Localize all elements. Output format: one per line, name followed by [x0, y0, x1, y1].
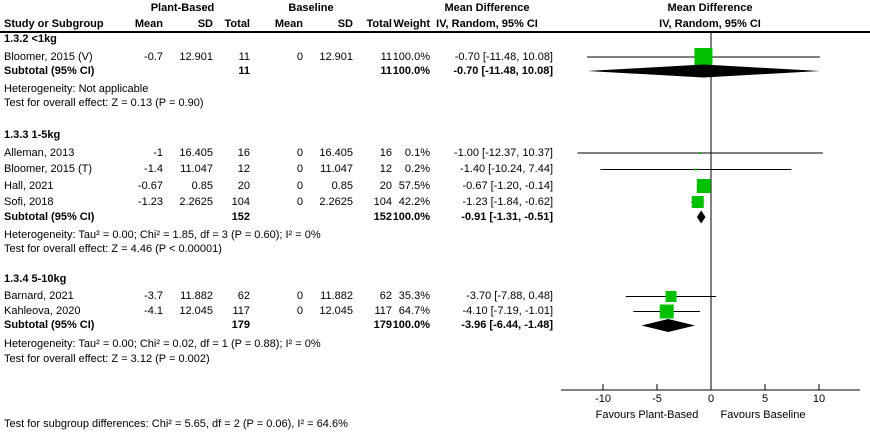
bl-sd: 12.901 — [319, 50, 353, 63]
bl-mean: 0 — [296, 305, 303, 317]
effect-estimate-square — [692, 196, 704, 208]
md-value: -3.70 [-7.88, 0.48] — [466, 290, 553, 302]
pb-mean: -0.67 — [137, 179, 163, 192]
subtotal-md-value: -0.91 [-1.31, -0.51] — [461, 210, 553, 223]
bl-mean: 0 — [296, 195, 303, 208]
x-axis-tick-label: -10 — [595, 392, 611, 405]
md-plot-header-line1: Mean Difference — [667, 2, 753, 14]
subtotal-weight: 100.0% — [392, 319, 430, 331]
pb-total: 11 — [238, 50, 250, 63]
md-value: -0.67 [-1.20, -0.14] — [462, 179, 553, 192]
heterogeneity-text: Heterogeneity: Not applicable — [4, 82, 149, 95]
col-header-pb-sd: SD — [197, 18, 213, 30]
favours-left-label: Favours Plant-Based — [595, 409, 699, 421]
subtotal-md-value: -0.70 [-11.48, 10.08] — [453, 64, 553, 77]
bl-total: 104 — [373, 195, 392, 208]
pb-sd: 2.2625 — [179, 195, 213, 208]
pb-sd: 11.882 — [180, 290, 213, 302]
effect-estimate-square — [699, 152, 701, 154]
subtotal-pb-total: 152 — [231, 210, 250, 223]
subtotal-weight: 100.0% — [392, 210, 430, 223]
bl-total: 20 — [379, 179, 392, 192]
pb-total: 62 — [237, 290, 250, 302]
bl-mean: 0 — [296, 290, 303, 302]
col-header-bl-sd: SD — [337, 18, 353, 30]
md-value: -1.00 [-12.37, 10.37] — [453, 146, 553, 159]
pb-total: 20 — [237, 179, 250, 192]
effect-estimate-square — [666, 291, 677, 302]
study-name: Alleman, 2013 — [4, 146, 75, 159]
bl-mean: 0 — [296, 163, 303, 175]
pb-sd: 16.405 — [179, 146, 213, 159]
md-value: -1.40 [-10.24, 7.44] — [460, 163, 553, 175]
x-axis-tick-label: 5 — [761, 392, 769, 405]
study-name: Hall, 2021 — [4, 179, 54, 192]
md-value: -4.10 [-7.19, -1.01] — [462, 305, 553, 317]
pb-sd: 12.901 — [179, 50, 213, 63]
weight: 100.0% — [392, 50, 430, 63]
study-name: Bloomer, 2015 (V) — [4, 50, 93, 63]
pb-sd: 12.045 — [179, 305, 213, 317]
subtotal-diamond — [641, 319, 695, 332]
subtotal-diamond — [697, 211, 706, 224]
study-name: Kahleova, 2020 — [4, 305, 81, 317]
subtotal-pb-total: 179 — [231, 319, 250, 331]
subgroup-heading: 1.3.2 <1kg — [4, 32, 57, 45]
subgroup-differences-text: Test for subgroup differences: Chi² = 5.65, df = 2 (P = 0.06), I² = 64.6% — [4, 418, 348, 430]
weight: 0.1% — [404, 146, 430, 159]
col-header-study: Study or Subgroup — [4, 18, 104, 30]
pb-mean: -1 — [153, 146, 163, 159]
subgroup-heading: 1.3.3 1-5kg — [4, 128, 61, 141]
subtotal-label: Subtotal (95% CI) — [4, 210, 95, 223]
effect-estimate-square — [697, 179, 711, 193]
weight: 0.2% — [404, 163, 430, 175]
bl-mean: 0 — [296, 179, 303, 192]
overall-effect-text: Test for overall effect: Z = 0.13 (P = 0.90) — [4, 96, 204, 109]
study-name: Bloomer, 2015 (T) — [4, 163, 93, 175]
bl-total: 62 — [379, 290, 392, 302]
col-header-pb-total: Total — [224, 18, 250, 30]
bl-total: 117 — [374, 305, 392, 317]
subtotal-bl-total: 152 — [373, 210, 392, 223]
x-axis-tick-label: 10 — [812, 392, 826, 405]
col-header-weight: Weight — [393, 18, 430, 30]
md-value: -1.23 [-1.84, -0.62] — [462, 195, 553, 208]
md-column-header-line2: IV, Random, 95% CI — [436, 18, 538, 30]
x-axis-tick-label: 0 — [707, 392, 715, 405]
pb-mean: -1.23 — [137, 195, 163, 208]
weight: 57.5% — [398, 179, 430, 192]
pb-mean: -3.7 — [144, 290, 163, 302]
subgroup-heading: 1.3.4 5-10kg — [4, 272, 67, 285]
group-header-baseline: Baseline — [288, 2, 334, 14]
pb-total: 117 — [232, 305, 250, 317]
bl-sd: 11.882 — [320, 290, 353, 302]
bl-mean: 0 — [296, 50, 303, 63]
pb-sd: 11.047 — [180, 163, 213, 175]
favours-right-label: Favours Baseline — [720, 409, 806, 421]
md-value: -0.70 [-11.48, 10.08] — [454, 50, 553, 63]
md-plot-header-line2: IV, Random, 95% CI — [659, 18, 761, 30]
col-header-bl-total: Total — [366, 18, 392, 30]
pb-mean: -4.1 — [144, 305, 163, 317]
subtotal-label: Subtotal (95% CI) — [4, 64, 95, 77]
overall-effect-text: Test for overall effect: Z = 4.46 (P < 0.00001) — [4, 243, 222, 255]
group-header-plant-based: Plant-Based — [150, 2, 215, 14]
study-name: Barnard, 2021 — [4, 290, 74, 302]
weight: 35.3% — [398, 290, 430, 302]
subtotal-weight: 100.0% — [392, 64, 430, 77]
pb-total: 16 — [237, 146, 250, 159]
bl-total: 12 — [379, 163, 392, 175]
subtotal-md-value: -3.96 [-6.44, -1.48] — [461, 319, 553, 331]
effect-estimate-square — [694, 48, 712, 66]
pb-mean: -0.7 — [144, 50, 163, 63]
effect-estimate-square — [695, 169, 697, 171]
bl-sd: 2.2625 — [319, 195, 353, 208]
bl-mean: 0 — [296, 146, 303, 159]
col-header-pb-mean: Mean — [134, 18, 163, 30]
subtotal-pb-total: 11 — [238, 64, 250, 77]
study-name: Sofi, 2018 — [4, 195, 54, 208]
weight: 64.7% — [398, 305, 430, 317]
col-header-bl-mean: Mean — [274, 18, 303, 30]
x-axis-tick-label: -5 — [652, 392, 662, 405]
heterogeneity-text: Heterogeneity: Tau² = 0.00; Chi² = 1.85, df = 3 (P = 0.60); I² = 0% — [4, 229, 321, 241]
pb-mean: -1.4 — [144, 163, 163, 175]
bl-sd: 16.405 — [319, 146, 353, 159]
bl-total: 16 — [379, 146, 392, 159]
bl-total: 11 — [380, 50, 392, 63]
bl-sd: 11.047 — [320, 163, 353, 175]
effect-estimate-square — [660, 305, 674, 319]
weight: 42.2% — [398, 195, 430, 208]
pb-total: 104 — [231, 195, 250, 208]
overall-effect-text: Test for overall effect: Z = 3.12 (P = 0.002) — [4, 352, 210, 365]
subtotal-bl-total: 11 — [380, 64, 392, 77]
heterogeneity-text: Heterogeneity: Tau² = 0.00; Chi² = 0.02, df = 1 (P = 0.88); I² = 0% — [4, 338, 321, 350]
subtotal-label: Subtotal (95% CI) — [4, 319, 95, 331]
bl-sd: 0.85 — [331, 179, 353, 192]
md-column-header-line1: Mean Difference — [444, 2, 530, 14]
subtotal-diamond — [587, 65, 820, 78]
pb-sd: 0.85 — [191, 179, 213, 192]
pb-total: 12 — [237, 163, 250, 175]
bl-sd: 12.045 — [319, 305, 353, 317]
subtotal-bl-total: 179 — [373, 319, 392, 331]
